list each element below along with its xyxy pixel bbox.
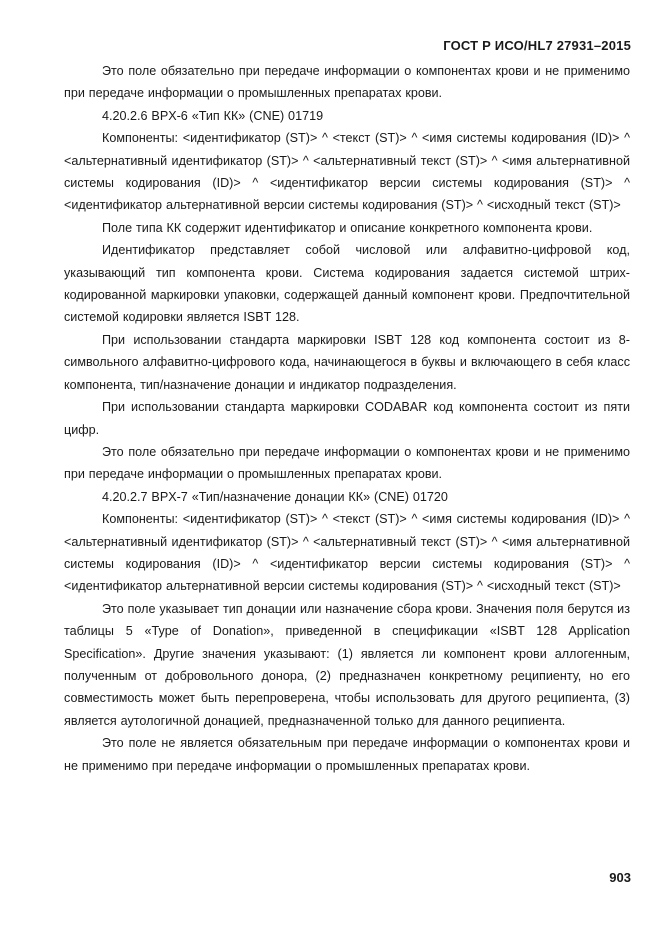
paragraph-7: При использовании стандарта маркировки CODABAR код компонента состоит из пяти цифр.	[64, 400, 630, 437]
paragraph-components-bpx6: Компоненты: <идентификатор (ST)> ^ <текст (ST)> ^ <имя системы кодирования (ID)> ^ <альтернативный идентификатор (ST)> ^ <альтернативный текст (ST)> ^ <имя альтернативной системы кодирования (ID)> ^ <идентификатор версии системы кодирования (ST)> ^ <идентификатор альтернативной версии системы кодирования (ST)> ^ <исходный текст (ST)>	[64, 131, 630, 213]
paragraph-5: Идентификатор представляет собой числовой или алфавитно-цифровой код, указывающий тип компонента крови. Система кодирования задается системой штрих-кодированной маркировки упаковки, содержащей данный компонент крови. Предпочтительной системой кодировки является ISBT 128.	[64, 243, 630, 325]
paragraph-components-bpx7: Компоненты: <идентификатор (ST)> ^ <текст (ST)> ^ <имя системы кодирования (ID)> ^ <альтернативный идентификатор (ST)> ^ <альтернативный текст (ST)> ^ <имя альтернативной системы кодирования (ID)> ^ <идентификатор версии системы кодирования (ST)> ^ <идентификатор альтернативной версии системы кодирования (ST)> ^ <исходный текст (ST)>	[64, 512, 630, 594]
body-text	[64, 60, 630, 777]
section-heading-4-20-2-7: 4.20.2.7 BPX-7 «Тип/назначение донации КК» (CNE) 01720	[102, 489, 448, 504]
paragraph-4: Поле типа КК содержит идентификатор и описание конкретного компонента крови.	[102, 220, 593, 235]
paragraph-8: Это поле обязательно при передаче информации о компонентах крови и не применимо при передаче информации о промышленных препаратах крови.	[64, 444, 630, 482]
paragraph-12: Это поле не является обязательным при передаче информации о компонентах крови и не применимо при передаче информации о промышленных препаратах крови.	[64, 736, 630, 773]
page-number: 903	[609, 870, 631, 885]
paragraph-11: Это поле указывает тип донации или назначение сбора крови. Значения поля берутся из таблицы 5 «Type of Donation», приведенной в спецификации «ISBT 128 Application Specification». Другие значения указывают: (1) является ли компонент крови аллогенным, полученным от добровольного донора, (2) предназначен конкретному реципиенту, но его совместимость может быть перепроверена, чтобы использовать для другого реципиента, (3) является аутологичной донацией, предназначенной только для данного реципиента.	[64, 601, 630, 728]
paragraph-6: При использовании стандарта маркировки ISBT 128 код компонента состоит из 8-символьного алфавитно-цифрового кода, начинающегося в буквы и включающего в себя класс компонента, тип/назначение донации и индикатор подразделения.	[64, 332, 630, 392]
standard-header: ГОСТ Р ИСО/HL7 27931–2015	[443, 38, 631, 53]
paragraph-1: Это поле обязательно при передаче информации о компонентах крови и не применимо при передаче информации о промышленных препаратах крови.	[64, 64, 630, 101]
section-heading-4-20-2-6: 4.20.2.6 BPX-6 «Тип КК» (CNE) 01719	[102, 108, 324, 123]
